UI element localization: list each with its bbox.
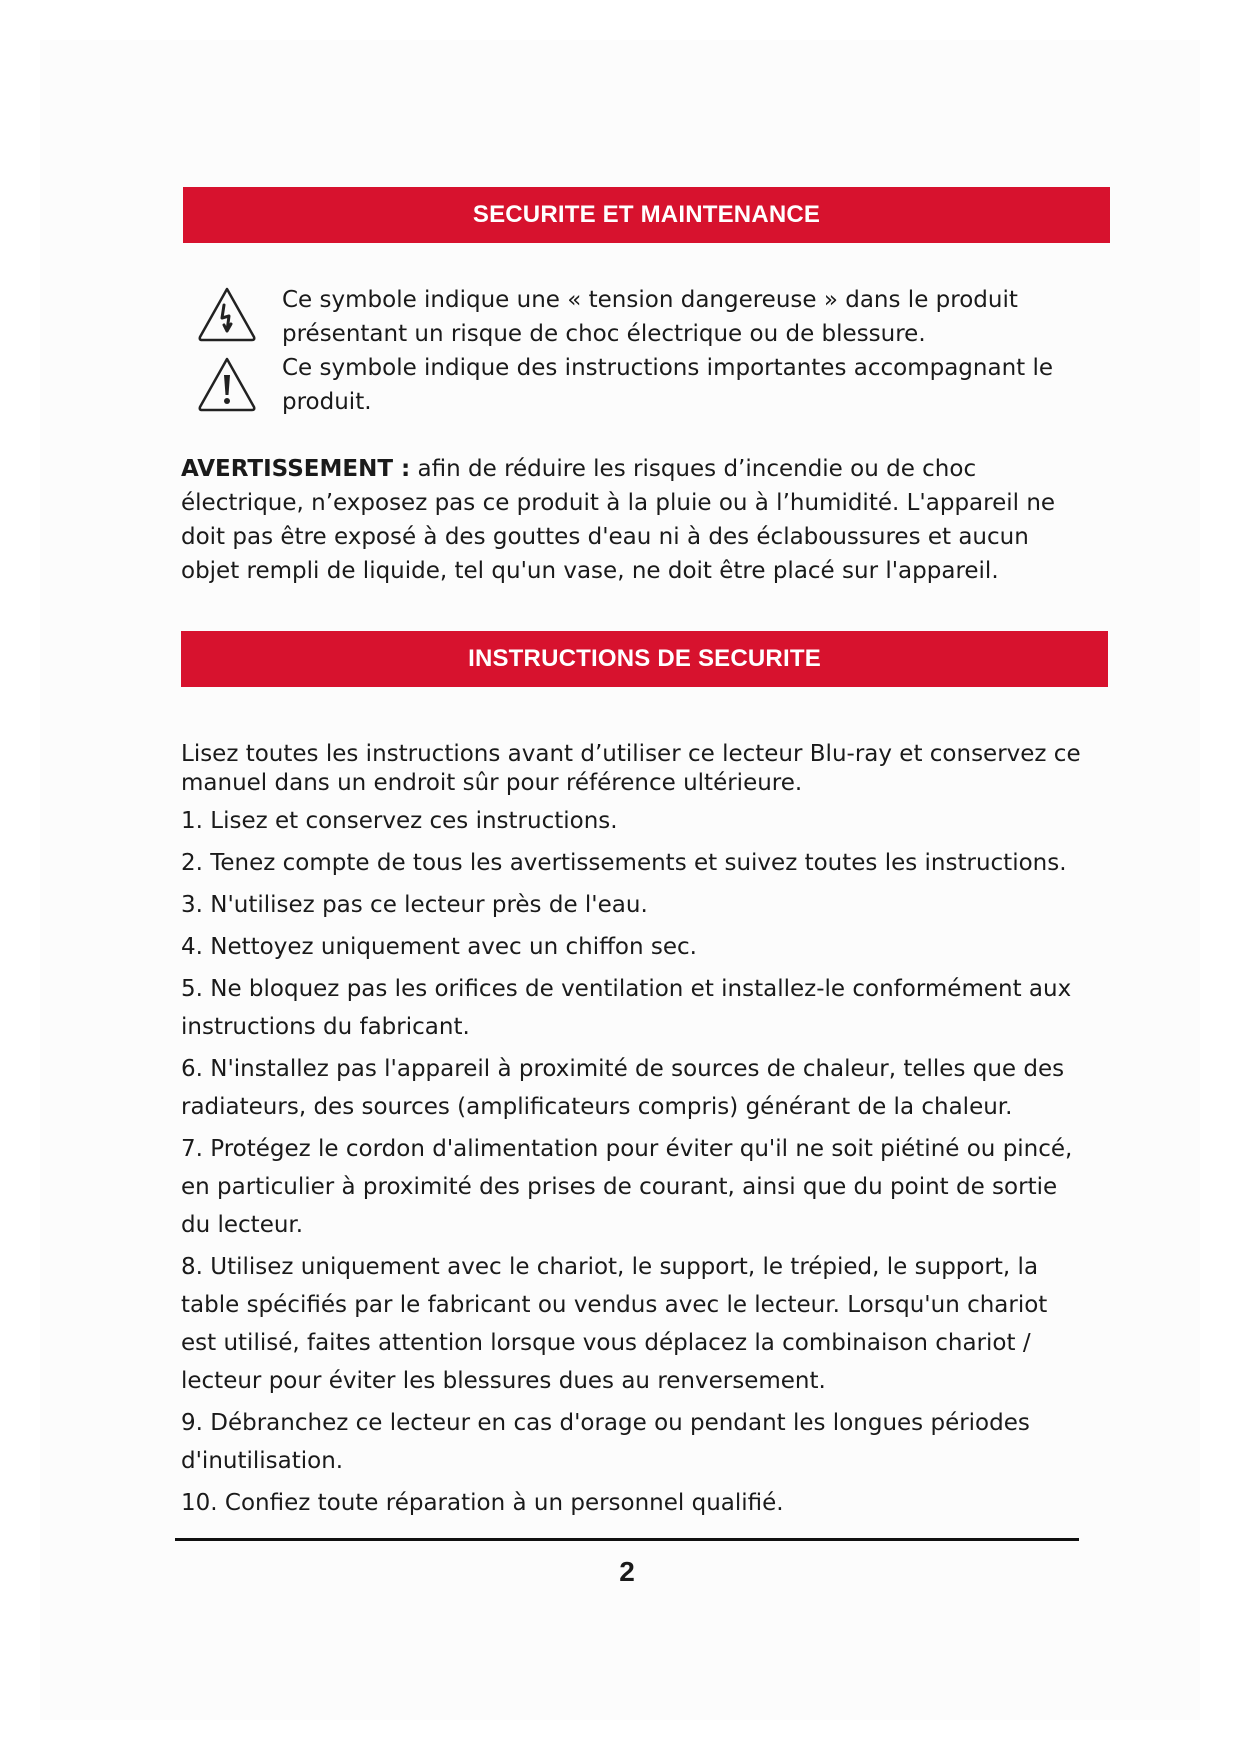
- voltage-symbol-line-1: Ce symbole indique une « tension dangereuse » dans le produit: [282, 287, 1018, 313]
- list-item: 1. Lisez et conservez ces instructions.: [181, 808, 618, 834]
- list-item: 9. Débranchez ce lecteur en cas d'orage ou pendant les longues périodes d'inutilisation.: [181, 1410, 1030, 1474]
- list-item: 3. N'utilisez pas ce lecteur près de l'eau.: [181, 892, 648, 918]
- list-item: 2. Tenez compte de tous les avertissements et suivez toutes les instructions.: [181, 850, 1067, 876]
- instructions-intro: Lisez toutes les instructions avant d’utiliser ce lecteur Blu-ray et conservez ce manuel dans un endroit sûr pour référence ultérieure.: [181, 741, 1081, 796]
- warning-text: afin de réduire les risques d’incendie ou de choc électrique, n’exposez pas ce produit à la pluie ou à l’humidité. L'appareil ne doit pas être exposé à des gouttes d'eau ni à des éclaboussures et aucun objet rempli de liquide, tel qu'un vase, ne doit être placé sur l'appareil.: [181, 456, 1056, 584]
- list-item: 8. Utilisez uniquement avec le chariot, le support, le trépied, le support, la table spécifiés par le fabricant ou vendus avec le lecteur. Lorsqu'un chariot est utilisé, faites attention lorsque vous déplacez la combinaison chariot / lecteur pour éviter les blessures dues au renversement.: [181, 1254, 1048, 1394]
- lightning-warning-icon: [196, 285, 258, 343]
- section-header-safety-maintenance: SECURITE ET MAINTENANCE: [183, 187, 1110, 243]
- list-item: 5. Ne bloquez pas les orifices de ventilation et installez-le conformément aux instructions du fabricant.: [181, 976, 1072, 1040]
- footer-divider: [175, 1538, 1079, 1541]
- list-item: 7. Protégez le cordon d'alimentation pour éviter qu'il ne soit piétiné ou pincé, en particulier à proximité des prises de courant, ainsi que du point de sortie du lecteur.: [181, 1136, 1073, 1238]
- warning-paragraph: [181, 452, 1081, 588]
- warning-label: AVERTISSEMENT :: [181, 456, 411, 482]
- voltage-symbol-line-2: présentant un risque de choc électrique ou de blessure.: [282, 321, 926, 347]
- instructions-list: [181, 802, 1081, 1522]
- section-header-safety-instructions: INSTRUCTIONS DE SECURITE: [181, 631, 1108, 687]
- page-number: 2: [619, 1556, 635, 1587]
- list-item: 10. Confiez toute réparation à un personnel qualifié.: [181, 1490, 784, 1516]
- exclamation-warning-icon: [196, 355, 258, 413]
- safety-instructions: [181, 740, 1081, 1526]
- list-item: 4. Nettoyez uniquement avec un chiffon sec.: [181, 934, 697, 960]
- caution-symbol-line-1: Ce symbole indique des instructions importantes accompagnant le: [282, 355, 1054, 381]
- symbols-description: [282, 283, 1102, 419]
- caution-symbol-line-2: produit.: [282, 389, 372, 415]
- list-item: 6. N'installez pas l'appareil à proximité de sources de chaleur, telles que des radiateurs, des sources (amplificateurs compris) générant de la chaleur.: [181, 1056, 1065, 1120]
